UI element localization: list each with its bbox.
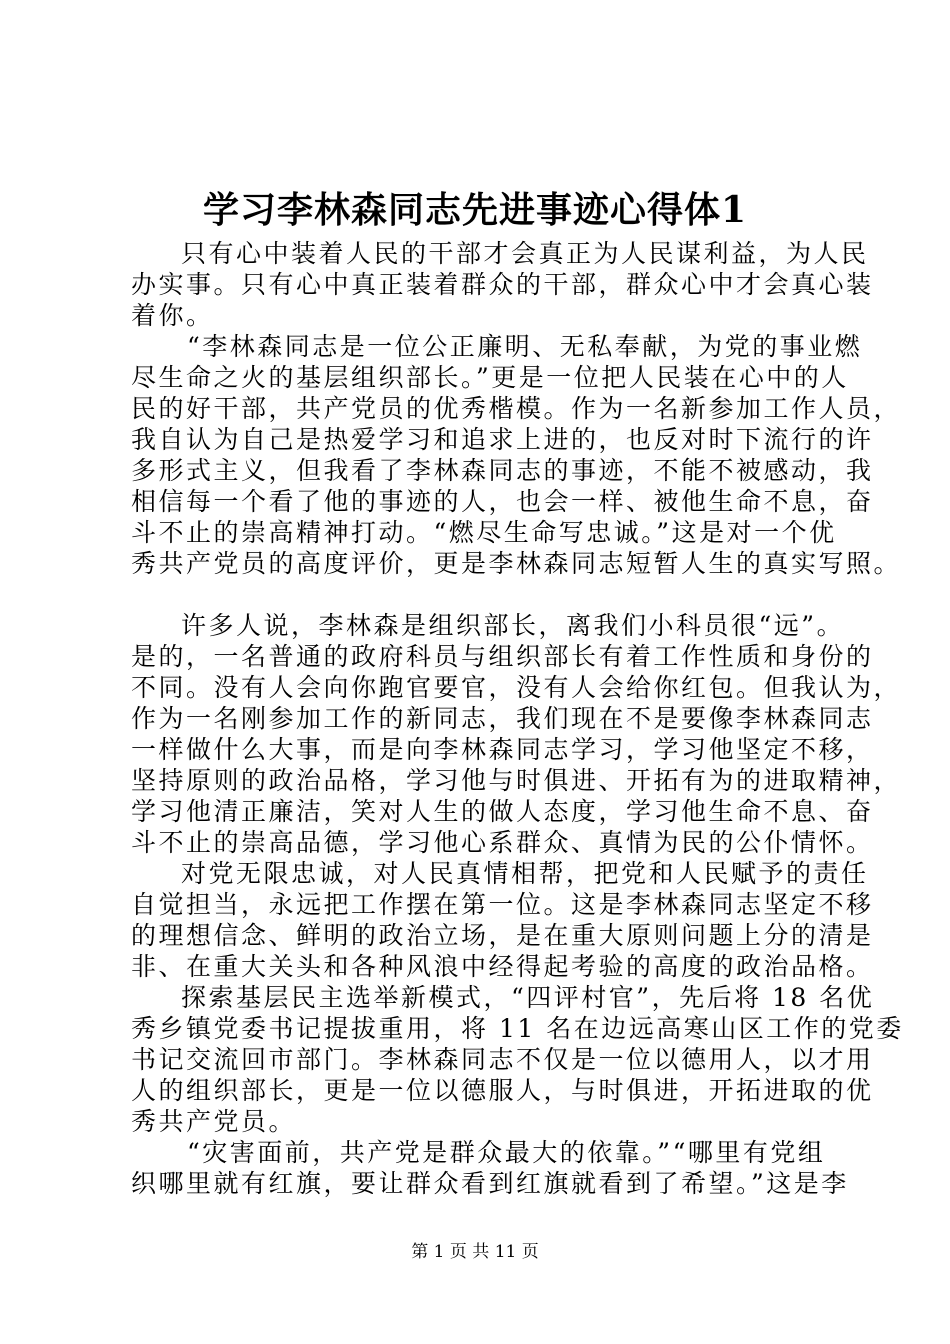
paragraph-line: 办实事。只有心中真正装着群众的干部，群众心中才会真心装 [131, 270, 874, 299]
paragraph-line: 秀乡镇党委书记提拔重用，将 11 名在边远高寒山区工作的党委 [131, 1014, 904, 1043]
paragraph-line: 的理想信念、鲜明的政治立场，是在重大原则问题上分的清是 [131, 921, 874, 950]
paragraph-line: 斗不止的崇高精神打动。“燃尽生命写忠诚。”这是对一个优 [131, 518, 837, 547]
paragraph-line: “灾害面前，共产党是群众最大的依靠。”“哪里有党组 [187, 1138, 826, 1167]
paragraph-line: 坚持原则的政治品格，学习他与时俱进、开拓有为的进取精神， [131, 766, 902, 795]
paragraph-line: 相信每一个看了他的事迹的人，也会一样、被他生命不息，奋 [131, 487, 874, 516]
paragraph-line: 许多人说，李林森是组织部长，离我们小科员很“远”。 [181, 611, 845, 640]
paragraph-line: 不同。没有人会向你跑官要官，没有人会给你红包。但我认为， [131, 673, 902, 702]
paragraph-line: 是的，一名普通的政府科员与组织部长有着工作性质和身份的 [131, 642, 874, 671]
paragraph-line: 学习他清正廉洁，笑对人生的做人态度，学习他生命不息、奋 [131, 797, 874, 826]
paragraph-line: 织哪里就有红旗，要让群众看到红旗就看到了希望。”这是李 [131, 1169, 849, 1198]
paragraph-line: 只有心中装着人民的干部才会真正为人民谋利益，为人民 [181, 239, 869, 268]
paragraph-line: 秀共产党员的高度评价，更是李林森同志短暂人生的真实写照。 [131, 549, 902, 578]
document-title: 学习李林森同志先进事迹心得体1 [202, 189, 748, 231]
paragraph-line: 着你。 [131, 301, 214, 330]
paragraph-line: 人的组织部长，更是一位以德服人，与时俱进，开拓进取的优 [131, 1076, 874, 1105]
paragraph-line: 多形式主义，但我看了李林森同志的事迹，不能不被感动，我 [131, 456, 874, 485]
paragraph-line: 探索基层民主选举新模式，“四评村官”，先后将 18 名优 [181, 983, 875, 1012]
paragraph-line: 民的好干部，共产党员的优秀楷模。作为一名新参加工作人员， [131, 394, 902, 423]
document-body [131, 238, 904, 1199]
paragraph-line: 尽生命之火的基层组织部长。”更是一位把人民装在心中的人 [131, 363, 849, 392]
paragraph-line: 斗不止的崇高品德，学习他心系群众、真情为民的公仆情怀。 [131, 828, 874, 857]
paragraph-line: “李林森同志是一位公正廉明、无私奉献，为党的事业燃 [187, 332, 863, 361]
paragraph-line: 作为一名刚参加工作的新同志，我们现在不是要像李林森同志 [131, 704, 874, 733]
paragraph-line: 非、在重大关头和各种风浪中经得起考验的高度的政治品格。 [131, 952, 874, 981]
paragraph-line: 书记交流回市部门。李林森同志不仅是一位以德用人，以才用 [131, 1045, 874, 1074]
page-footer: 第 1 页 共 11 页 [411, 1242, 539, 1262]
paragraph-gap [131, 579, 851, 610]
paragraph-line: 自觉担当，永远把工作摆在第一位。这是李林森同志坚定不移 [131, 890, 874, 919]
paragraph-line: 我自认为自己是热爱学习和追求上进的，也反对时下流行的许 [131, 425, 874, 454]
paragraph-line: 一样做什么大事，而是向李林森同志学习，学习他坚定不移， [131, 735, 874, 764]
paragraph-line: 对党无限忠诚，对人民真情相帮，把党和人民赋予的责任 [181, 859, 869, 888]
paragraph-line: 秀共产党员。 [131, 1107, 297, 1136]
